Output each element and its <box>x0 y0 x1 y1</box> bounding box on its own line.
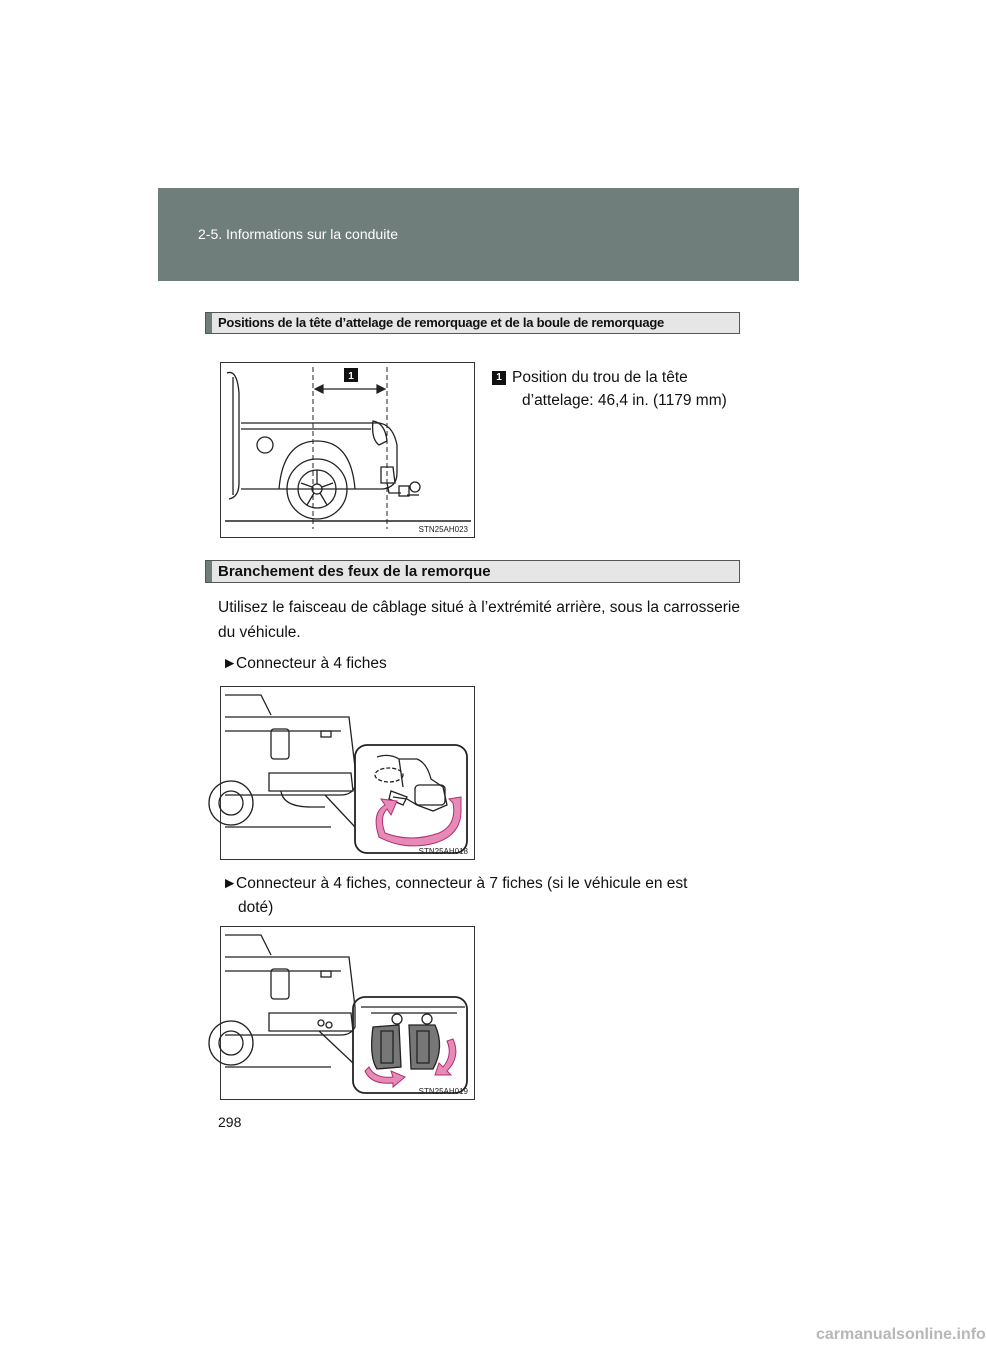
dimension-marker-label: 1 <box>348 371 354 382</box>
bullet-text-line2: doté) <box>238 899 274 916</box>
section-title-bar-lights <box>205 560 740 583</box>
connector-4-pin-illustration <box>221 687 474 859</box>
connector-7-pin-illustration <box>221 927 474 1099</box>
bullet-arrow-icon: ► <box>222 875 238 892</box>
section-title-hitch: Positions de la tête d’attelage de remorquage et de la boule de remorquage <box>218 315 665 330</box>
rotation-arrow-left-icon <box>365 1067 405 1087</box>
bullet-text-line1: Connecteur à 4 fiches, connecteur à 7 fiches (si le véhicule en est <box>236 875 688 892</box>
bullet-4-pin <box>222 652 740 676</box>
figure-4-pin-connector <box>220 686 475 860</box>
hitch-illustration <box>221 363 474 537</box>
bullet-4-7-pin <box>222 872 740 920</box>
section-accent <box>206 313 212 333</box>
chapter-header <box>158 188 799 281</box>
section-title-bar-hitch <box>205 312 740 334</box>
figure-7-pin-connector <box>220 926 475 1100</box>
watermark: carmanualsonline.info <box>816 1326 986 1343</box>
figure-code: STN25AH019 <box>418 1087 468 1096</box>
bullet-text: Connecteur à 4 fiches <box>236 655 387 672</box>
figure-code: STN25AH023 <box>418 525 468 534</box>
bullet-arrow-icon: ► <box>222 655 238 672</box>
page-number: 298 <box>218 1114 242 1130</box>
wiring-paragraph: Utilisez le faisceau de câblage situé à l’extrémité arrière, sous la carrosserie du véhicule. <box>218 599 740 641</box>
figure-hitch-position <box>220 362 475 538</box>
callout-number: 1 <box>492 371 506 385</box>
callout-hitch-hole <box>492 366 740 412</box>
callout-line1: Position du trou de la tête <box>512 369 688 386</box>
callout-line2: d’attelage: 46,4 in. (1179 mm) <box>522 392 727 409</box>
section-title-lights: Branchement des feux de la remorque <box>218 563 491 580</box>
chapter-title: 2-5. Informations sur la conduite <box>198 226 398 242</box>
figure-code: STN25AH018 <box>418 847 468 856</box>
section-accent <box>206 561 212 582</box>
